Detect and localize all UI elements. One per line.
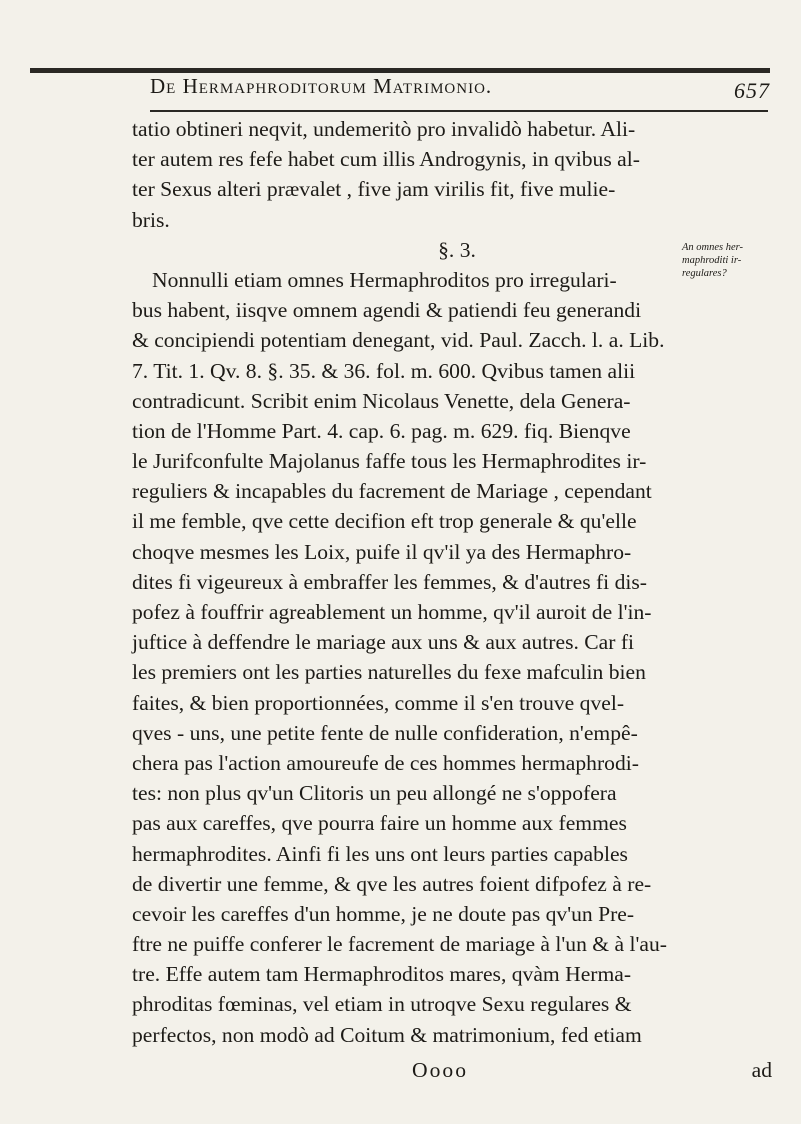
section-number: §. 3. bbox=[438, 237, 476, 262]
text-line: 7. Tit. 1. Qv. 8. §. 35. & 36. fol. m. 600. Qvibus tamen alii bbox=[132, 358, 636, 383]
page-number: 657 bbox=[734, 78, 770, 103]
text-line: chera pas l'action amoureufe de ces hommes hermaphrodi- bbox=[132, 750, 639, 775]
text-line: tatio obtineri neqvit, undemeritò pro invalidò habetur. Ali- bbox=[132, 117, 636, 141]
text-line: bus habent, iisqve omnem agendi & patiendi feu generandi bbox=[132, 298, 642, 323]
text-line: faites, & bien proportionnées, comme il s'en trouve qvel- bbox=[132, 690, 625, 715]
text-line: le Jurifconfulte Majolanus faffe tous les Hermaphrodites ir- bbox=[132, 449, 647, 474]
text-line: choqve mesmes les Loix, puife il qv'il ya des Hermaphro- bbox=[132, 539, 632, 564]
text-line: reguliers & incapables du facrement de Mariage , cependant bbox=[132, 479, 652, 504]
text-line: perfectos, non modò ad Coitum & matrimonium, fed etiam bbox=[132, 1022, 642, 1047]
margin-note-line: An omnes her- bbox=[682, 242, 744, 253]
text-line: ter autem res fefe habet cum illis Androgynis, in qvibus al- bbox=[132, 147, 640, 172]
signature-mark: Oooo bbox=[412, 1058, 468, 1082]
text-line: pofez à fouffrir agreablement un homme, qv'il auroit de l'in- bbox=[132, 600, 652, 624]
text-line: bris. bbox=[132, 207, 170, 232]
text-line: pas aux careffes, qve pourra faire un homme aux femmes bbox=[132, 811, 627, 836]
text-line: juftice à deffendre le mariage aux uns & aux autres. Car fi bbox=[132, 630, 635, 655]
text-line: ter Sexus alteri prævalet , five jam virilis fit, five mulie- bbox=[132, 177, 616, 202]
text-line: Nonnulli etiam omnes Hermaphroditos pro irregulari- bbox=[152, 267, 617, 292]
text-line: tre. Effe autem tam Hermaphroditos mares, qvàm Herma- bbox=[132, 962, 632, 987]
running-header bbox=[150, 74, 770, 108]
margin-note bbox=[682, 241, 797, 280]
running-title: De Hermaphroditorum Matrimonio. bbox=[150, 74, 493, 98]
text-line: tes: non plus qv'un Clitoris un peu allongé ne s'oppofera bbox=[132, 781, 617, 806]
text-line: de divertir une femme, & qve les autres foient difpofez à re- bbox=[132, 871, 652, 896]
text-line: hermaphrodites. Ainfi fi les uns ont leurs parties capables bbox=[132, 841, 628, 866]
text-line: il me femble, qve cette decifion eft trop generale & qu'elle bbox=[132, 509, 637, 534]
text-line: les premiers ont les parties naturelles du fexe mafculin bien bbox=[132, 660, 646, 685]
text-line: ftre ne puiffe conferer le facrement de mariage à l'un & à l'au- bbox=[132, 932, 667, 957]
page-footer bbox=[132, 1058, 772, 1088]
top-rule bbox=[30, 68, 770, 73]
catchword: ad bbox=[751, 1058, 772, 1082]
text-line: dites fi vigeureux à embraffer les femmes, & d'autres fi dis- bbox=[132, 569, 647, 594]
margin-note-line: regulares? bbox=[682, 268, 727, 279]
text-line: tion de l'Homme Part. 4. cap. 6. pag. m. 629. fiq. Bienqve bbox=[132, 418, 631, 443]
body-text bbox=[132, 114, 772, 1050]
header-rule bbox=[150, 110, 768, 112]
margin-note-line: maphroditi ir- bbox=[682, 255, 742, 266]
text-line: qves - uns, une petite fente de nulle confideration, n'empê- bbox=[132, 720, 638, 745]
text-line: & concipiendi potentiam denegant, vid. Paul. Zacch. l. a. Lib. bbox=[132, 328, 665, 353]
text-line: contradicunt. Scribit enim Nicolaus Venette, dela Genera- bbox=[132, 388, 631, 413]
text-line: cevoir les careffes d'un homme, je ne doute pas qv'un Pre- bbox=[132, 901, 635, 926]
text-line: phroditas fœminas, vel etiam in utroqve Sexu regulares & bbox=[132, 992, 632, 1017]
